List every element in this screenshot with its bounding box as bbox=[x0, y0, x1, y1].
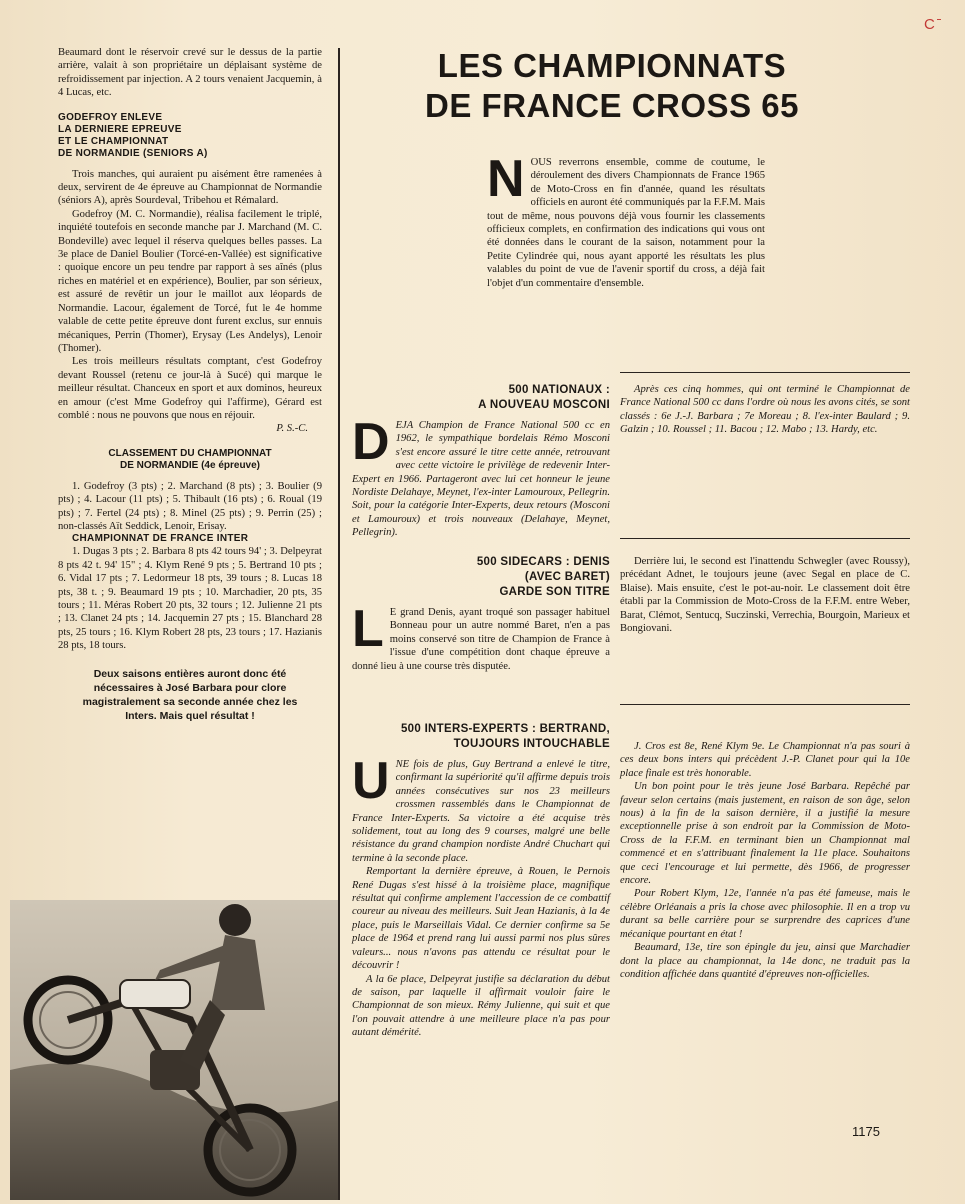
left-paragraph-4: Les trois meilleurs résultats comptant, c'est Godefroy devant Roussel (retenu ce jour-là à Sucé) qui marque le meilleur résultat. Chanceux en sport et aux dominos, heureux en amour (c'est Mme Godefroy qui l'affirme), Gérard est comblé : nous ne pouvons que nous en réjouir. bbox=[58, 356, 322, 421]
section-heading-inters bbox=[352, 722, 610, 752]
left-paragraph-1: Beaumard dont le réservoir crevé sur le dessus de la partie arrière, valait à son propriétaire un déplaisant système de refroidissement par injection. A 2 tours venaient Jacquemin, à 4 Lucas, etc. bbox=[58, 47, 322, 99]
dropcap-u: U bbox=[352, 752, 390, 810]
inter-standings: 1. Dugas 3 pts ; 2. Barbara 8 pts 42 tours 94' ; 3. Delpeyrat 8 pts 42 t. 94' 15" ; 4. Klym René 9 pts ; 5. Bertrand 10 pts ; 6. Vidal 17 pts ; 7. Ledormeur 18 pts, 39 tours ; 8. Lucas 18 pts, 38 t. ; 9. Beaumard 19 pts ; 10. Marchadier, 20 pts, 35 tours ; 11. Méras Robert 20 pts, 32 tours ; 12. Julienne 21 pts ; 13. Clanet 24 pts ; 14. Jacquemin 27 pts ; 15. Blanchard 28 pts, 25 tours ; 16. Klym Robert 28 pts, 23 tours ; 17. Hazianis 28 pts, 18 tours. bbox=[58, 546, 322, 652]
dropcap-l: L bbox=[352, 600, 384, 658]
heading-line: DE NORMANDIE (4e épreuve) bbox=[119, 459, 261, 471]
left-heading-inter: CHAMPIONNAT DE FRANCE INTER bbox=[72, 533, 249, 545]
photo-caption: Deux saisons entières auront donc été nécessaires à José Barbara pour clore magistralement sa seconde année chez les Inters. Mais quel résultat ! bbox=[82, 667, 298, 722]
article-title bbox=[352, 46, 872, 126]
section-sidecars bbox=[352, 555, 610, 673]
heading-line: GODEFROY ENLEVE bbox=[58, 111, 163, 123]
signature: P. S.-C. bbox=[276, 423, 308, 435]
section-sidecars-col2 bbox=[620, 555, 910, 635]
heading-line: 500 INTERS-EXPERTS : BERTRAND, bbox=[400, 723, 610, 735]
heading-line: ET LE CHAMPIONNAT bbox=[58, 135, 169, 147]
heading-line: DE NORMANDIE (SENIORS A) bbox=[58, 147, 208, 159]
section-divider bbox=[620, 372, 910, 373]
heading-line: A NOUVEAU MOSCONI bbox=[478, 399, 610, 411]
corner-mark: C ̄ bbox=[924, 16, 939, 33]
sidecars-text-b: Derrière lui, le second est l'inattendu Schwegler (avec Roussy), précédant Adnet, le toujours jeune (avec Segal en place de C. Blaise). Mais ensuite, c'est le pot-au-noir. Le classement doit être établi par la Commission de Moto-Cross de la F.F.M. entre Weber, Barat, Clémot, Sentucq, Suczinski, Verrechia, Bourgoin, Marieux et Bongiovani. bbox=[620, 556, 910, 635]
inters-text-a1: NE fois de plus, Guy Bertrand a enlevé le titre, confirmant la supériorité qu'il affirme depuis trois années consécutives sur nos 23 meilleurs crossmen rassemblés dans le Championnat de France Inter-Experts. Sa victoire a été acquise très solidement, tout au long des 9 courses, malgré une belle résistance du grand champion nordiste André Chuchart qui termine à la seconde place. bbox=[352, 759, 610, 864]
motocross-photo bbox=[10, 900, 340, 1200]
inters-text-b3: Pour Robert Klym, 12e, l'année n'a pas été fameuse, mais le célèbre Orléanais a pris la chose avec philosophie. Il en a trop vu durant sa belle carrière pour se surprendre des caprices d'une mécanique pourtant en état ! bbox=[620, 888, 910, 940]
section-divider bbox=[620, 538, 910, 539]
section-nationaux-col2 bbox=[620, 383, 910, 437]
section-heading-sidecars bbox=[352, 555, 610, 600]
left-paragraph-2: Trois manches, qui auraient pu aisément être ramenées à deux, servirent de 4e épreuve au Championnat de Normandie (séniors A), après Sourdeval, Tribehou et Rémalard. bbox=[58, 168, 322, 207]
intro-paragraph bbox=[487, 150, 765, 290]
section-body bbox=[352, 600, 610, 673]
title-line: LES CHAMPIONNATS bbox=[437, 47, 787, 84]
section-body bbox=[352, 413, 610, 540]
heading-line: CLASSEMENT DU CHAMPIONNAT bbox=[108, 447, 272, 459]
heading-line: GARDE SON TITRE bbox=[499, 586, 610, 598]
heading-line: (AVEC BARET) bbox=[524, 571, 610, 583]
rider-photo-illustration bbox=[10, 900, 340, 1200]
left-heading-classement bbox=[58, 448, 322, 472]
left-paragraph-3: Godefroy (M. C. Normandie), réalisa facilement le triplé, inquiété toutefois en seconde manche par J. Marchand (M. C. Bondeville) avec lequel il réserva quelques belles passes. La 3e place de Daniel Boulier (Torcé-en-Vallée) est significative : quoique encore un peu tendre par rapport à ses aînés (plus riches en matériel et en expérience), Boulier, par son sérieux, est assuré de revêtir un jour le maillot aux léopards de Normandie. Lacour, également de Torcé, fut le 4e homme valable de cette petite épreuve dont furent exclus, sur ennuis mécaniques, Perrin (Thomer), Erysay (Les Andelys), Lenoir (Thomer). bbox=[58, 208, 322, 354]
inters-text-b4: Beaumard, 13e, tire son épingle du jeu, ainsi que Marchadier dont la place au championnat, la 14e donc, ne traduit pas la condition affichée dans quantité d'épreuves non-officielles. bbox=[620, 942, 910, 980]
heading-line: 500 NATIONAUX : bbox=[508, 384, 610, 396]
intro-text: OUS reverrons ensemble, comme de coutume, le déroulement des divers Championnats de France 1965 de Moto-Cross en fin d'année, quand les résultats officiels en auront été communiqués par la F.F.M. Mais tout de même, nous pouvons déjà vous fournir les classements officieux complets, en confirmation des indications qui vous ont été données dans le courant de la saison, notamment pour la Petite Cylindrée qui, nous ayant apporté les résultats les plus valables du point de vue de l'avenir sportif du cross, a déjà fait l'objet d'un commentaire d'ensemble. bbox=[487, 157, 765, 289]
intro-dropcap: N bbox=[487, 150, 525, 208]
inters-text-b2: Un bon point pour le très jeune José Barbara. Repêché par faveur selon certains (mais justement, en raison de son âge, selon nous) à la fin de la saison dernière, il a justifié la mesure exceptionnelle prise à son endroit par la Commission de Moto-Cross de la F.F.M. en terminant bien un Championnat mal commencé et en s'attribuant finalement la 11e place. Souhaitons que ceci l'encourage et lui permette, dès 1966, de progresser encore. bbox=[620, 781, 910, 887]
section-divider bbox=[620, 704, 910, 705]
page-number: 1175 bbox=[852, 1124, 880, 1139]
left-heading-godefroy bbox=[58, 112, 322, 160]
normandie-standings: 1. Godefroy (3 pts) ; 2. Marchand (8 pts) ; 3. Boulier (9 pts) ; 4. Lacour (11 pts) ; 5. Thibault (16 pts) ; 6. Roual (19 pts) ; 7. Fertel (24 pts) ; 8. Minel (25 pts) ; 9. Perrin (25) ; non-classés Aït Seddick, Lenoir, Erisay. bbox=[58, 480, 322, 532]
dropcap-d: D bbox=[352, 413, 390, 471]
column-divider bbox=[338, 48, 340, 1200]
heading-line: TOUJOURS INTOUCHABLE bbox=[453, 738, 610, 750]
title-line: DE FRANCE CROSS 65 bbox=[425, 87, 799, 124]
section-body bbox=[352, 752, 610, 1040]
heading-line: 500 SIDECARS : DENIS bbox=[476, 556, 610, 568]
inters-text-a3: A la 6e place, Delpeyrat justifie sa déclaration du début de saison, par laquelle il affirmait vouloir faire le Championnat de son mieux. Rémy Julienne, qui suit et que l'on pouvait attendre à une meilleure place n'a pas pour autant démérité. bbox=[352, 973, 610, 1039]
section-heading-nationaux bbox=[352, 383, 610, 413]
heading-line: LA DERNIERE EPREUVE bbox=[58, 123, 182, 135]
left-column bbox=[58, 46, 322, 723]
inters-text-a2: Remportant la dernière épreuve, à Rouen, le Pernois René Dugas s'est hissé à la troisième place, magnifique résultat qui confirme amplement l'accession de ce combattif coureur au niveau des meilleurs. Suit Jean Hazianis, à la 4e place, puis le Marseillais Vidal. Ce dernier confirme sa 5e place de 1964 et prend rang lui aussi parmi nos plus sûres valeurs... nous n'avons pas attendu ce résultat pour le découvrir ! bbox=[352, 866, 610, 972]
nationaux-text-b: Après ces cinq hommes, qui ont terminé le Championnat de France National 500 cc dans l'ordre où nous les avons cités, se sont classés : 6e J.-J. Barbara ; 7e Moreau ; 8. l'ex-inter Baulard ; 9. Galzin ; 10. Roussel ; 11. Bacou ; 12. Mabo ; 13. Hardy, etc. bbox=[620, 384, 910, 436]
section-nationaux bbox=[352, 383, 610, 540]
inters-text-b1: J. Cros est 8e, René Klym 9e. Le Championnat n'a pas souri à ces deux bons inters qui précèdent J.-P. Clanet pour qui la 10e place finale est très honorable. bbox=[620, 741, 910, 779]
nationaux-text-a: EJA Champion de France National 500 cc en 1962, le sympathique bordelais Rémo Mosconi s'est encore assuré le titre cette année, retrouvant avec cette victoire le privilège de redevenir Inter-Expert en 1966. Partageront avec lui cet honneur le jeune Nordiste Delahaye, Meynet, l'ex-inter Lamouroux, Pellegrin. Soit, pour la catégorie Inter-Experts, deux retours (Mosconi et Lamouroux) et trois nouveaux (Delahaye, Meynet, Pellegrin). bbox=[352, 420, 610, 539]
section-inters-col2 bbox=[620, 740, 910, 981]
section-inters-experts bbox=[352, 722, 610, 1040]
sidecars-text-a: E grand Denis, ayant troqué son passager habituel Bonneau pour un autre nommé Baret, n'en a pas moins conservé son titre de Champion de France à l'issue d'une compétition dont chaque épreuve a donné lieu à une course très disputée. bbox=[352, 607, 610, 672]
